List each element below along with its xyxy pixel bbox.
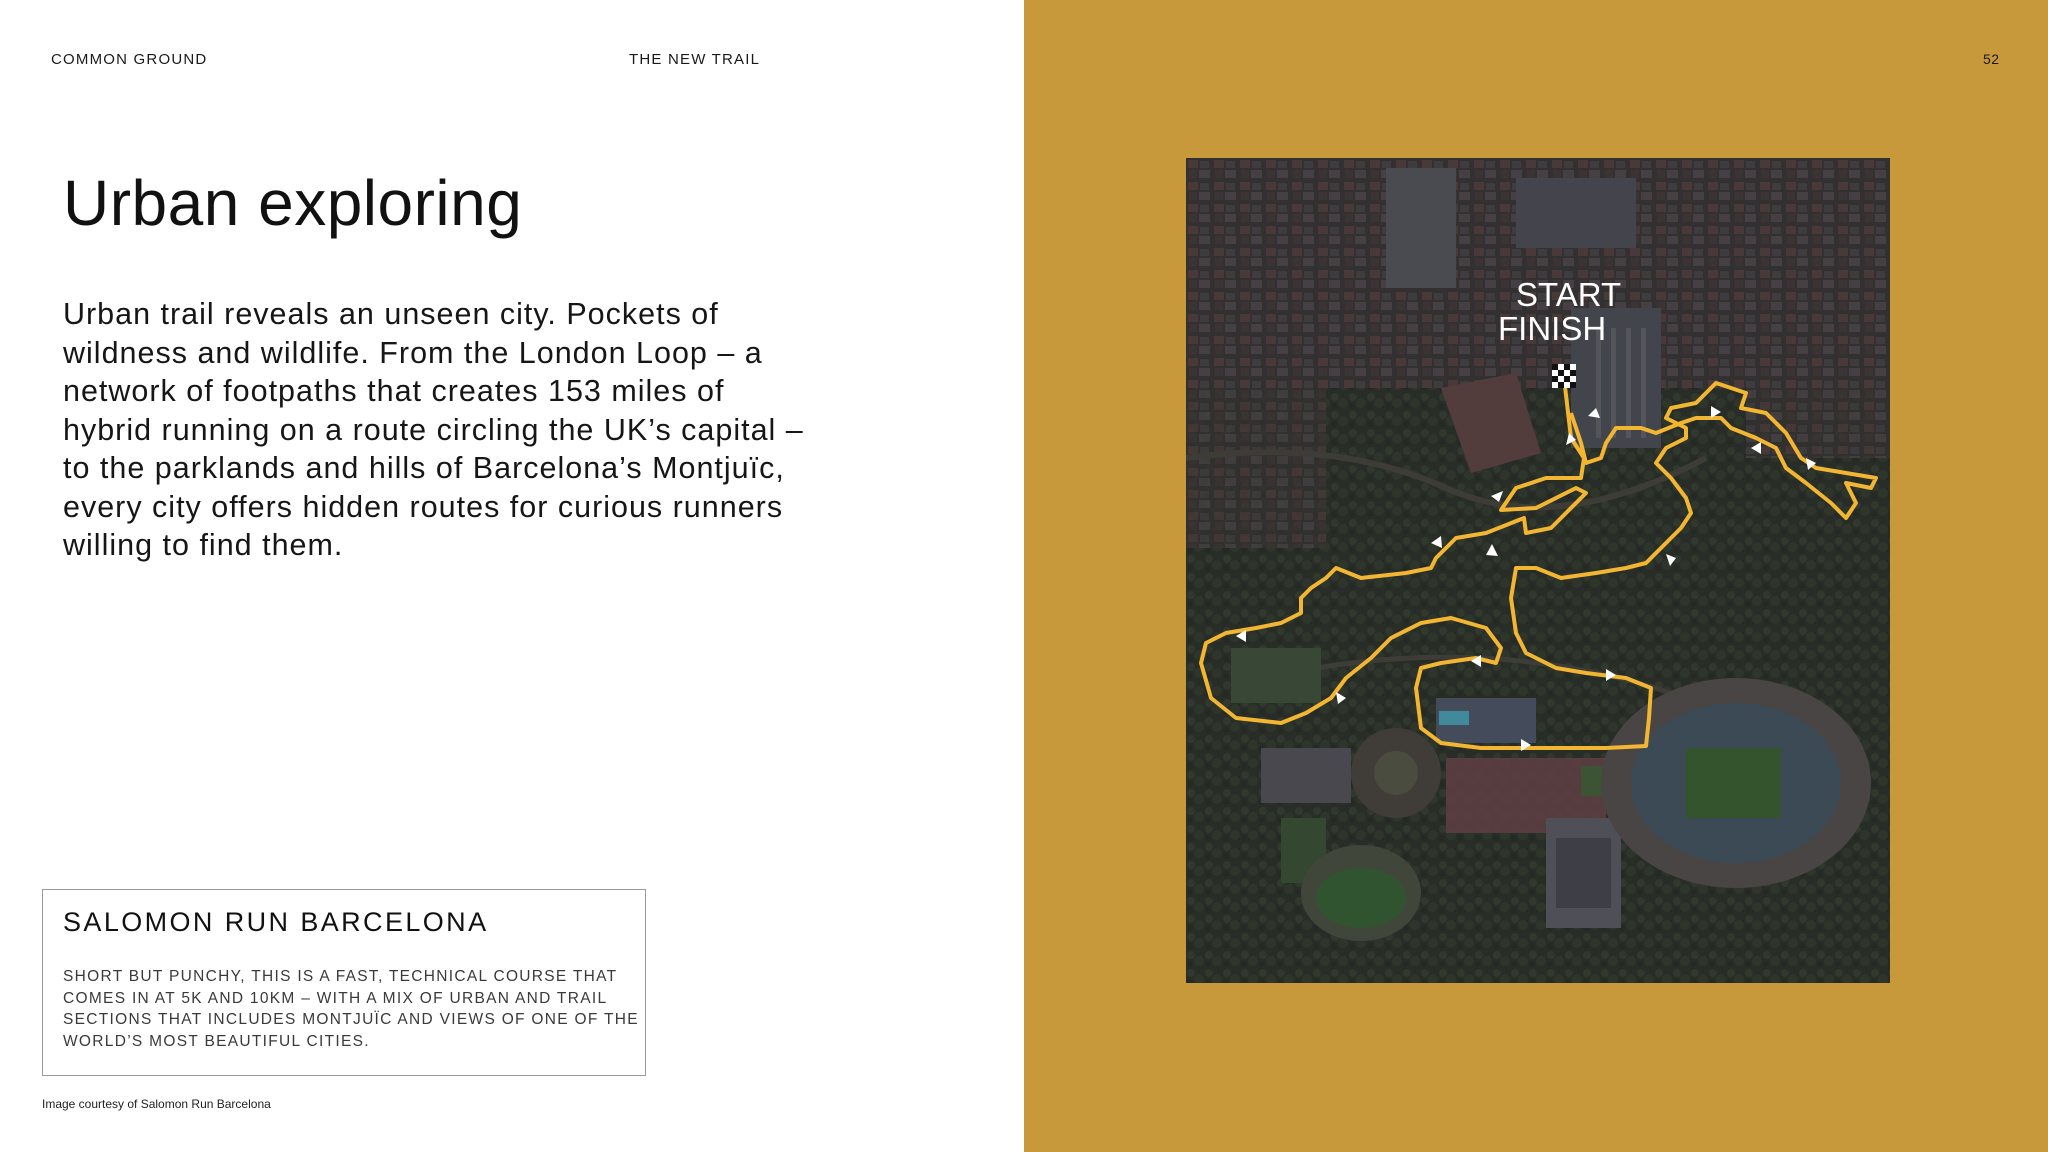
- checkered-flag-icon: [1552, 364, 1576, 388]
- section-name: THE NEW TRAIL: [629, 51, 761, 68]
- article-title: Urban exploring: [63, 167, 523, 239]
- article-body: Urban trail reveals an unseen city. Pockets of wildness and wildlife. From the London Loop – a network of footpaths that creates 153 miles of hybrid running on a route circling the UK’s capital – to the parklands and hills of Barcelona’s Montjuïc, every city offers hidden routes for curious runners willing to find them.: [63, 297, 804, 562]
- start-label: START: [1516, 276, 1622, 313]
- right-page: [1024, 0, 2048, 1152]
- callout-text: SHORT BUT PUNCHY, THIS IS A FAST, TECHNICAL COURSE THAT COMES IN AT 5K AND 10KM – WITH A MIX OF URBAN AND TRAIL SECTIONS THAT INCLUDES MONTJUÏC AND VIEWS OF ONE OF THE WORLD’S MOST BEAUTIFUL CITIES.: [63, 968, 639, 1050]
- callout-box: [42, 889, 646, 1076]
- image-caption: Image courtesy of Salomon Run Barcelona: [42, 1097, 271, 1111]
- route-map-image: [1186, 158, 1890, 983]
- aerial-map: [1186, 158, 1890, 983]
- page-number: 52: [1983, 51, 2000, 67]
- callout-title: SALOMON RUN BARCELONA: [63, 907, 489, 937]
- magazine-name: COMMON GROUND: [51, 51, 208, 68]
- finish-label: FINISH: [1498, 310, 1607, 347]
